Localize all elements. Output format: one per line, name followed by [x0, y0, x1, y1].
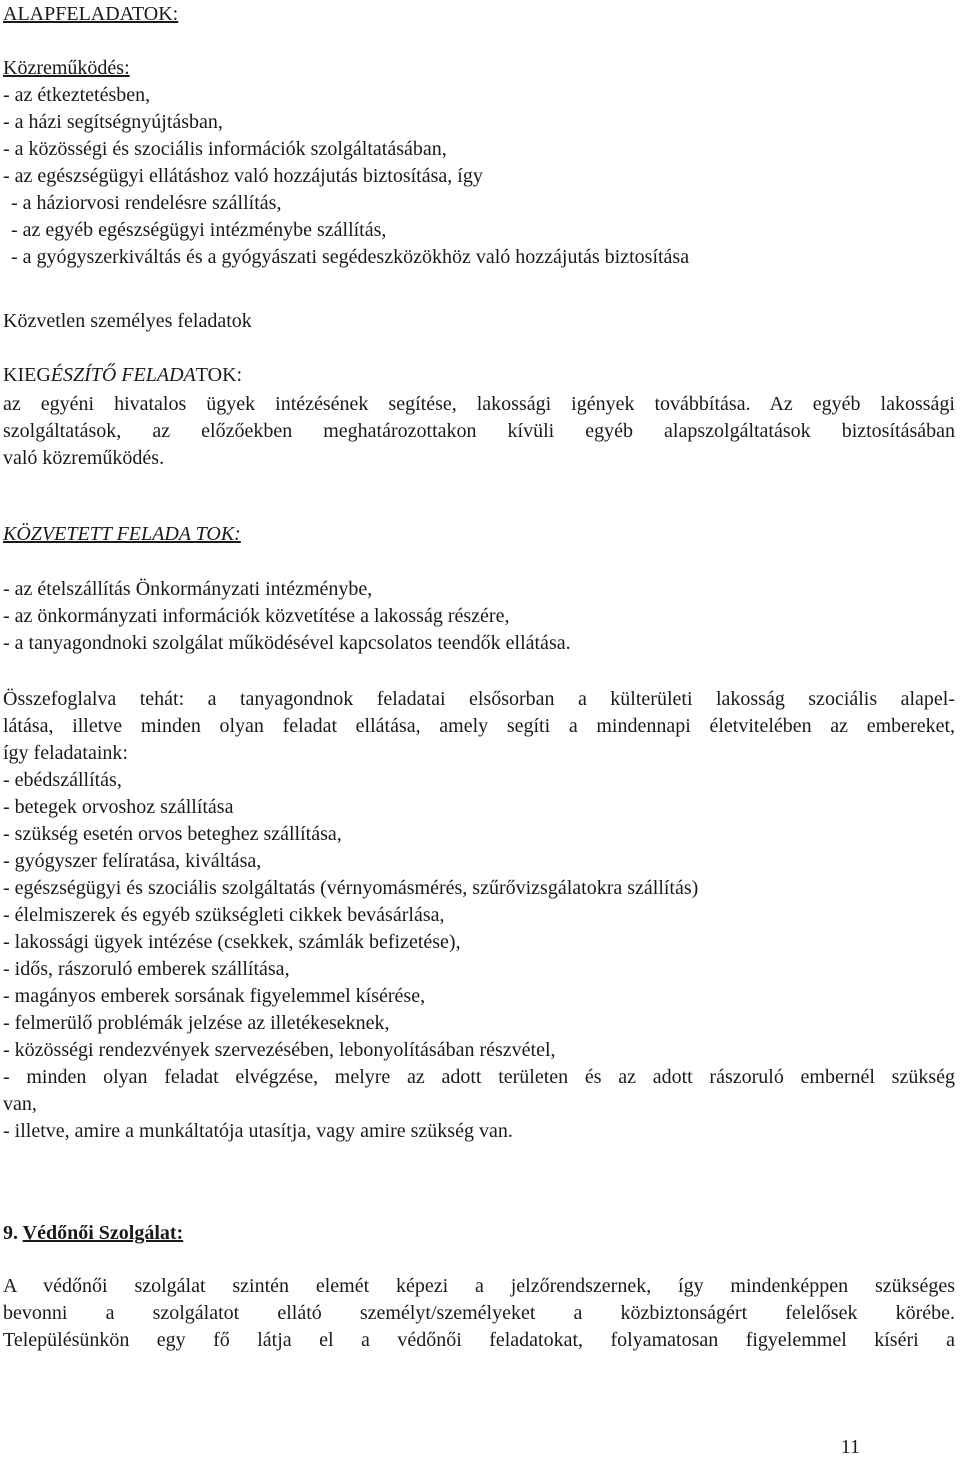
list-item: - élelmiszerek és egyéb szükségleti cikkek bevásárlása, — [3, 904, 445, 926]
list-item: - egészségügyi és szociális szolgáltatás (vérnyomásmérés, szűrővizsgálatokra szállítás) — [3, 877, 699, 899]
list-item: - a házi segítségnyújtásban, — [3, 111, 223, 133]
list-item: - magányos emberek sorsának figyelemmel kísérése, — [3, 985, 426, 1007]
vedonoi-paragraph — [3, 1273, 955, 1354]
list-item: - a közösségi és szociális információk szolgáltatásában, — [3, 138, 447, 160]
list-item: - lakossági ügyek intézése (csekkek, számlák befizetése), — [3, 931, 461, 953]
list-item: - illetve, amire a munkáltatója utasítja, vagy amire szükség van. — [3, 1120, 513, 1142]
list-item: - idős, rászoruló emberek szállítása, — [3, 958, 290, 980]
list-item: - az egészségügyi ellátáshoz való hozzájutás biztosítása, így — [3, 165, 483, 187]
kozvetett-list — [3, 576, 955, 657]
list-item: van, — [3, 1093, 37, 1115]
list-item: - betegek orvoshoz szállítása — [3, 796, 234, 818]
kozvetett-section — [3, 521, 955, 548]
list-item: - ebédszállítás, — [3, 769, 122, 791]
list-subitem: - a gyógyszerkiváltás és a gyógyászati segédeszközökhöz való hozzájutás biztosítása — [11, 246, 690, 268]
list-item: - felmerülő problémák jelzése az illetékeseknek, — [3, 1012, 390, 1034]
page-number: 11 — [840, 1436, 860, 1458]
list-item: - közösségi rendezvények szervezésében, lebonyolításában részvétel, — [3, 1039, 556, 1061]
paragraph-line: így feladataink: — [3, 742, 128, 764]
main-heading: ALAPFELADATOK: — [3, 3, 179, 25]
list-subitem: - az egyéb egészségügyi intézménybe szállítás, — [11, 219, 387, 241]
section-title: Védőnői Szolgálat: — [22, 1222, 184, 1244]
list-item: - a tanyagondnoki szolgálat működésével kapcsolatos teendők ellátása. — [3, 632, 571, 654]
kozvetett-title: KÖZVETETT FELADA TOK: — [3, 523, 241, 545]
kiegeszito-section — [3, 362, 955, 472]
list-item: - az önkormányzati információk közvetítése a lakosság részére, — [3, 605, 510, 627]
kozremukodes-section — [3, 55, 955, 271]
list-item: - gyógyszer felíratása, kiváltása, — [3, 850, 262, 872]
list-subitem: - a háziorvosi rendelésre szállítás, — [11, 192, 282, 214]
paragraph-line: szolgáltatások, az előzőekben meghatározottakon kívüli egyéb alapszolgáltatások biztosításában — [3, 420, 955, 442]
kozremukodes-title: Közreműködés: — [3, 57, 130, 79]
list-item: - szükség esetén orvos beteghez szállítása, — [3, 823, 342, 845]
kozvetlen-heading: Közvetlen személyes feladatok — [3, 310, 252, 332]
paragraph-line: való közreműködés. — [3, 447, 165, 469]
kiegeszito-title: KIEGÉSZÍTŐ FELADATOK: — [3, 364, 243, 386]
paragraph-line: A védőnői szolgálat szintén elemét képezi a jelzőrendszernek, így mindenképpen szükséges — [3, 1275, 955, 1297]
paragraph-line: Településünkön egy fő látja el a védőnői feladatokat, folyamatosan figyelemmel kíséri a — [3, 1329, 955, 1351]
list-item: - minden olyan feladat elvégzése, melyre az adott területen és az adott rászoruló embernél szükség — [3, 1066, 955, 1088]
paragraph-line: Összefoglalva tehát: a tanyagondnok feladatai elsősorban a külterületi lakosság szociális alapel- — [3, 688, 955, 710]
list-item: - az ételszállítás Önkormányzati intézménybe, — [3, 578, 373, 600]
list-item: - az étkeztetésben, — [3, 84, 151, 106]
osszefoglalva-section — [3, 686, 955, 1145]
section-number: 9. — [3, 1222, 18, 1244]
vedonoi-heading — [3, 1220, 955, 1247]
paragraph-line: az egyéni hivatalos ügyek intézésének segítése, lakossági igények továbbítása. Az egyéb lakossági — [3, 393, 955, 415]
paragraph-line: látása, illetve minden olyan feladat ellátása, amely segíti a mindennapi életvitelében az embereket, — [3, 715, 955, 737]
paragraph-line: bevonni a szolgálatot ellátó személyt/személyeket a közbiztonságért felelősek körébe. — [3, 1302, 955, 1324]
